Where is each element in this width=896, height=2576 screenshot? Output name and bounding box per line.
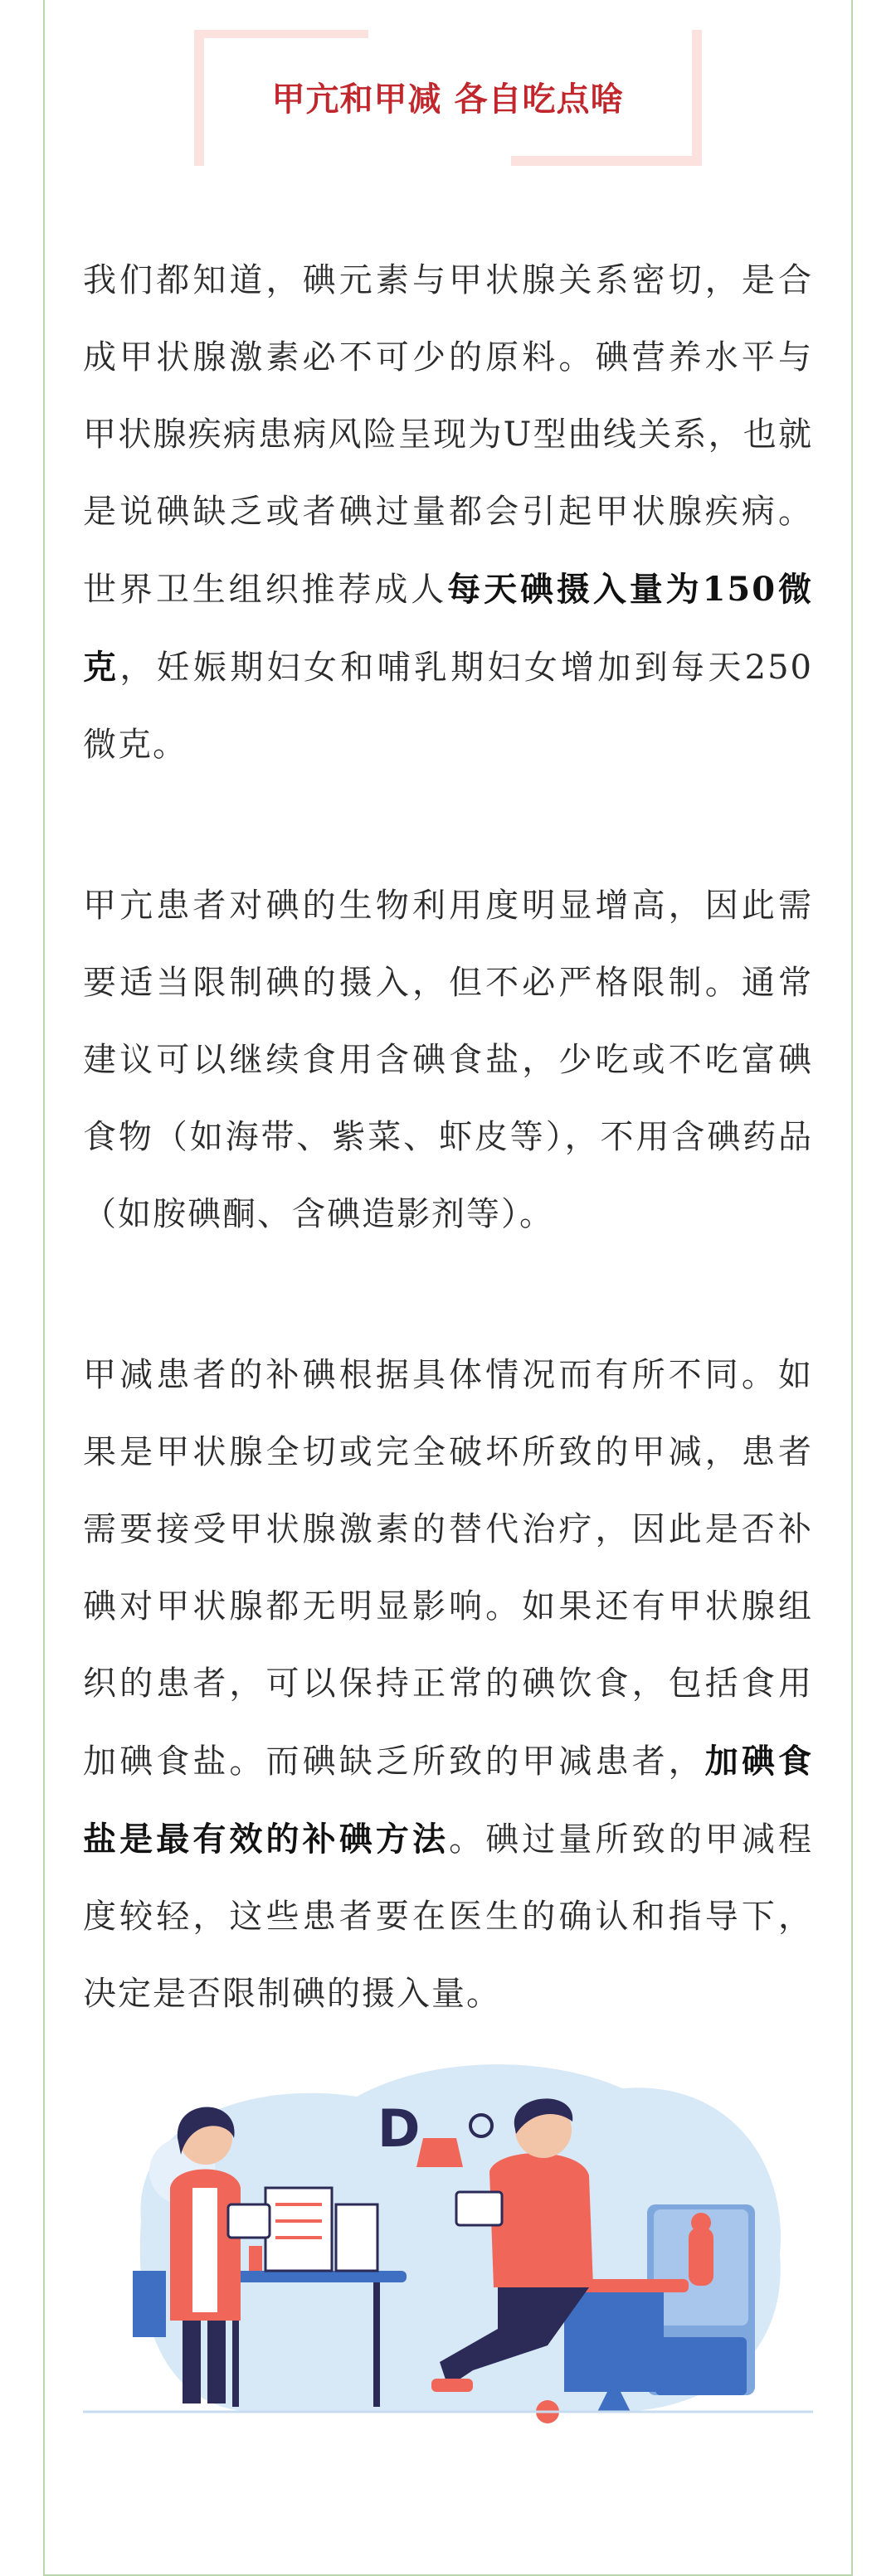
letter-d: D <box>377 2098 421 2159</box>
paragraph-3-bold: 加碘食盐是最有效的补碘方法 <box>83 1742 814 1859</box>
paragraph-1-text-c: ，妊娠期妇女和哺乳期妇女增加到每天250微克。 <box>83 649 814 764</box>
anatomy-model-head <box>691 2213 711 2233</box>
patient-shoe <box>431 2379 473 2392</box>
anatomy-model <box>689 2228 713 2286</box>
title-bar-bottom <box>511 156 702 166</box>
paragraph-hyperthyroid <box>83 868 813 1253</box>
paragraph-1-bold: 每天碘摄入量为150微克 <box>83 570 814 687</box>
chair-back <box>133 2271 166 2337</box>
page-title: 甲亢和甲减 各自吃点啥 <box>271 80 625 119</box>
doctor-clipboard <box>228 2204 270 2238</box>
doctor-consultation-illustration <box>83 2022 813 2453</box>
paragraph-1-text-a: 我们都知道，碘元素与甲状腺关系密切，是合成甲状腺激素必不可少的原料。碘营养水平与甲状腺疾病患病风险呈现为U型曲线关系，也就是说碘缺乏或者碘过量都会引起甲状腺疾病。世界卫生组织推荐成人 <box>83 261 813 609</box>
chart-icon <box>336 2204 377 2271</box>
doctor-shirt <box>192 2188 217 2312</box>
title-box <box>194 30 702 166</box>
cabinet-drawer <box>655 2337 747 2395</box>
paragraph-2-text: 甲亢患者对碘的生物利用度明显增高，因此需要适当限制碘的摄入，但不必严格限制。通常建议可以继续食用含碘食盐，少吃或不吃富碘食物（如海带、紫菜、虾皮等），不用含碘药品（如胺碘酮、含碘造影剂等）。 <box>83 887 813 1233</box>
bench-base <box>564 2292 664 2392</box>
title-bar-top <box>194 30 368 38</box>
paragraph-iodine-intro <box>83 242 813 784</box>
doctor-leg-left <box>183 2312 201 2403</box>
patient-shirt <box>489 2153 593 2287</box>
paragraph-3-text-c: 。碘过量所致的甲减程度较轻，这些患者要在医生的确认和指导下，决定是否限制碘的摄入量。 <box>83 1820 814 2013</box>
document-icon <box>265 2188 332 2271</box>
doctor-leg-right <box>207 2312 226 2403</box>
paragraph-hypothyroid <box>83 1337 813 2033</box>
patient-paper <box>456 2192 502 2225</box>
table-leg-right <box>373 2282 380 2407</box>
jar-icon <box>249 2246 262 2271</box>
paragraph-3-text-a: 甲减患者的补碘根据具体情况而有所不同。如果是甲状腺全切或完全破坏所致的甲减，患者需要接受甲状腺激素的替代治疗，因此是否补碘对甲状腺都无明显影响。如果还有甲状腺组织的患者，可以保持正常的碘饮食，包括食用加碘食盐。而碘缺乏所致的甲减患者， <box>83 1356 813 1781</box>
lamp-icon <box>416 2138 463 2167</box>
